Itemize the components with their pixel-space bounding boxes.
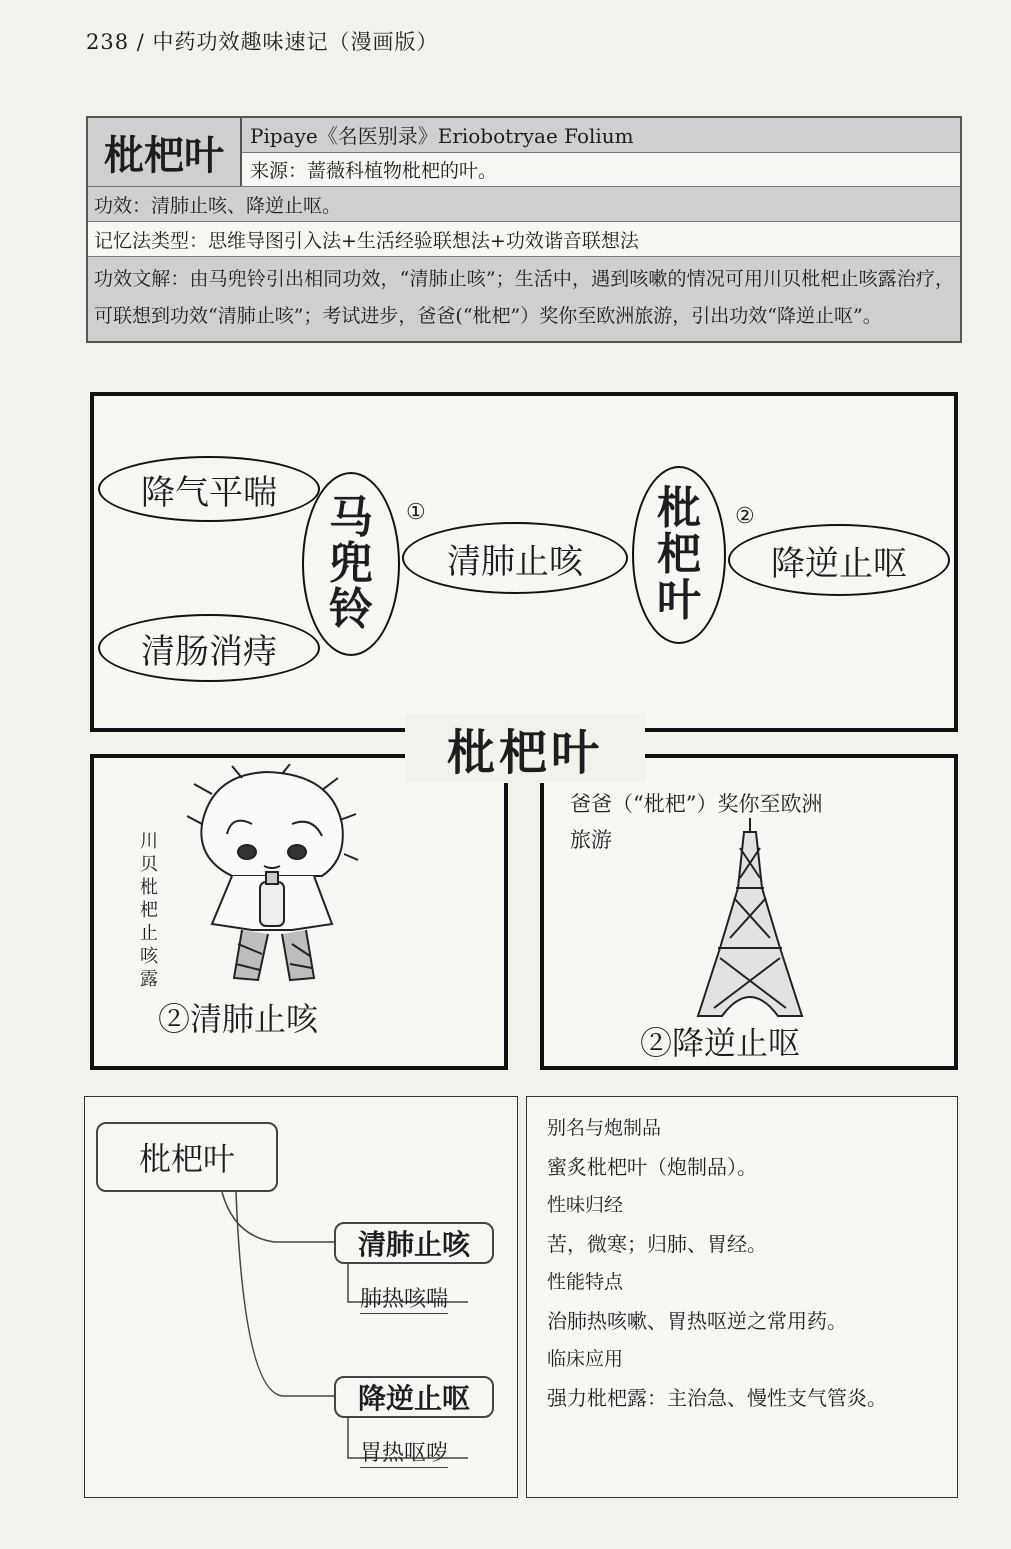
memory-method-row: 记忆法类型：思维导图引入法+生活经验联想法+功效谐音联想法 [88,221,960,256]
tree-branch-2: 降逆止呕 [334,1376,494,1418]
tree-branch-1: 清肺止咳 [334,1222,494,1264]
info-text: 强力枇杷露：主治急、慢性支气管炎。 [547,1385,887,1410]
char: 铃 [329,584,373,635]
char: 兜 [329,538,373,589]
char: 露 [140,969,158,990]
efficacy-row: 功效：清肺止咳、降逆止呕。 [88,186,960,221]
char: 叶 [657,575,701,626]
info-text: 治肺热咳嗽、胃热呕逆之常用药。 [547,1308,847,1333]
tree-sub-1: 肺热咳喘 [360,1282,448,1314]
char: 止 [140,923,158,944]
page-header: 238 / 中药功效趣味速记（漫画版） [86,30,439,54]
herb-name: 枇杷叶 [88,118,242,186]
mindmap-left-bottom: 清肠消痔 [98,614,320,682]
mindmap-right-effect: 降逆止呕 [728,524,950,596]
info-box [526,1096,958,1498]
right-text-line2: 旅游 [570,828,612,852]
mindmap-shared-effect: 清肺止咳 [402,522,628,594]
info-heading: 性味归经 [547,1194,624,1216]
mindmap-main-herb [632,466,726,644]
info-heading: 临床应用 [547,1348,624,1370]
char: 杷 [657,529,701,580]
info-heading: 性能特点 [547,1271,624,1293]
info-heading: 别名与炮制品 [547,1117,662,1139]
tree-sub-2: 胃热呕哕 [360,1436,448,1468]
source-text: 来源：蔷薇科植物枇杷的叶。 [242,153,960,187]
explanation-row: 功效文解：由马兜铃引出相同功效，“清肺止咳”；生活中，遇到咳嗽的情况可用川贝枇杷止咳露治疗，可联想到功效“清肺止咳”；考试进步，爸爸(“枇杷”）奖你至欧洲旅游，引出功效“降逆止呕”。 [88,256,960,341]
info-text: 蜜炙枇杷叶（炮制品）。 [547,1154,757,1179]
banner-title: 枇杷叶 [405,714,645,783]
mindmap-center-herb [302,472,400,656]
herb-info-table [86,116,962,343]
char: 川 [140,831,158,852]
char: 枇 [140,877,158,898]
eiffel-tower-icon [690,818,810,1018]
mindmap-left-top: 降气平喘 [98,456,320,522]
tree-root: 枇杷叶 [96,1122,278,1192]
marker-1: ① [406,500,426,525]
title-row [88,118,960,186]
marker-2: ② [735,504,755,529]
child-illustration [172,764,372,994]
char: 咳 [140,946,158,967]
side-text [140,830,164,991]
info-text: 苦，微寒；归肺、胃经。 [547,1231,767,1256]
char: 枇 [657,483,701,534]
latin-name: Pipaye《名医别录》Eriobotryae Folium [242,118,960,153]
char: 贝 [140,854,158,875]
caption-right: ②降逆止呕 [640,1024,801,1062]
char: 马 [329,492,373,543]
right-text-line1: 爸爸（“枇杷”）奖你至欧洲 [570,792,823,816]
char: 杷 [140,900,158,921]
caption-left: ②清肺止咳 [158,1000,319,1038]
